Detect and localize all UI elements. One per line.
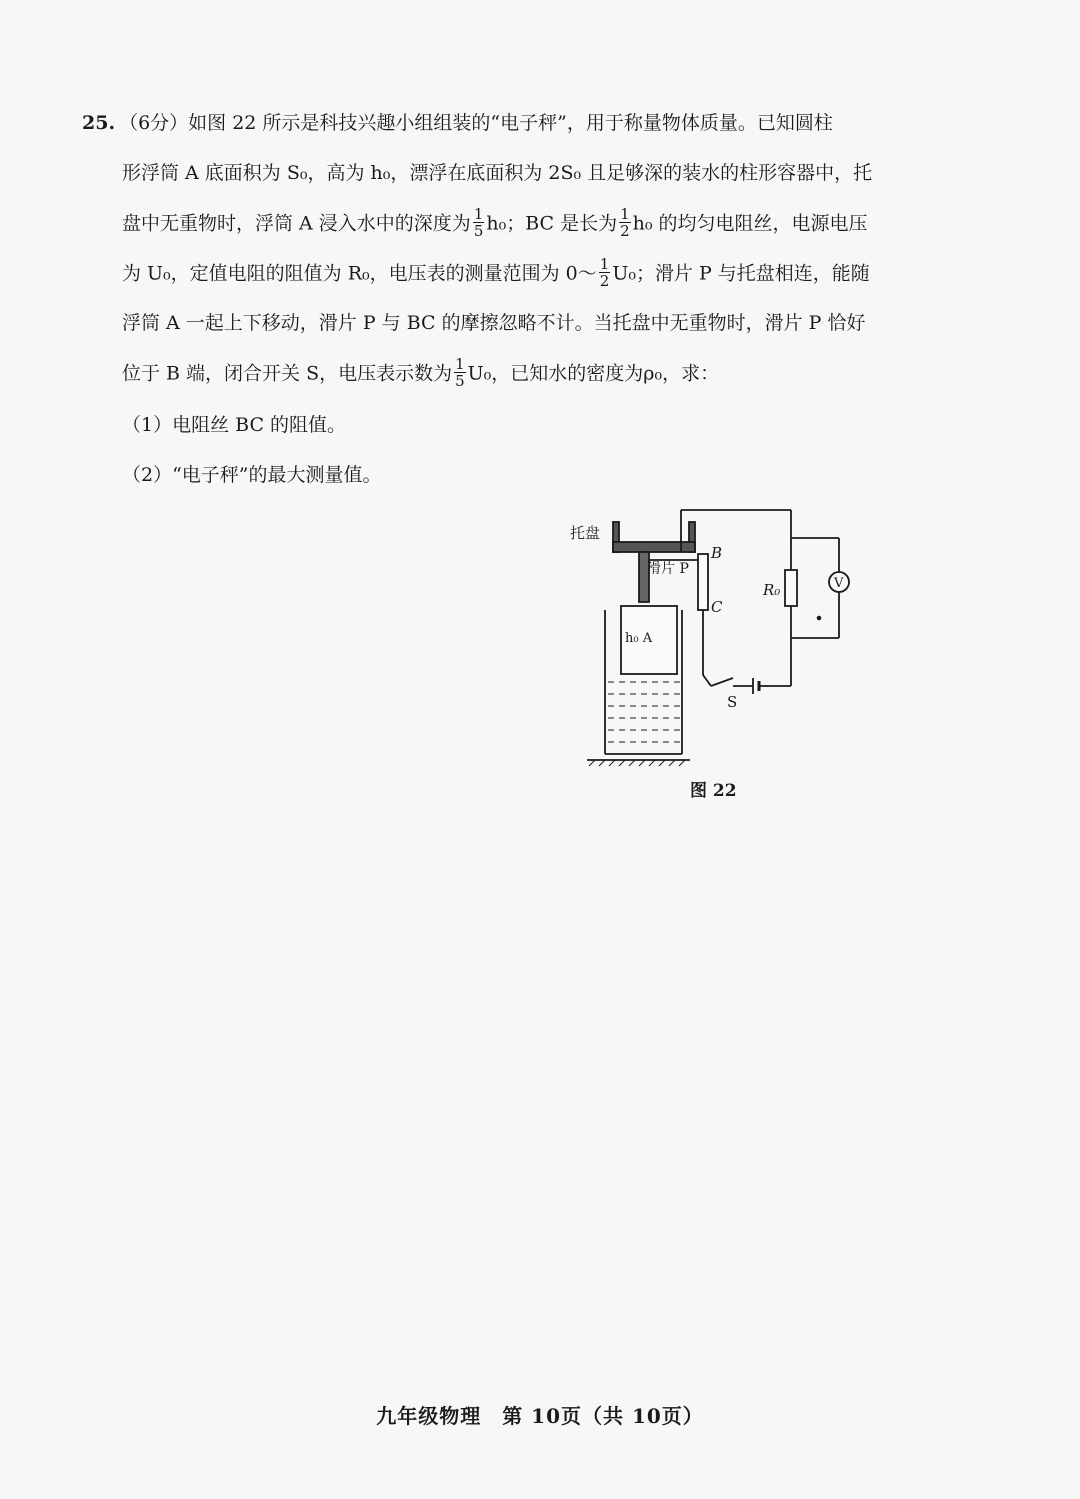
label-b: B — [711, 544, 723, 562]
ground-hatch — [589, 760, 685, 766]
problem-line-4: 为 U₀，定值电阻的阻值为 R₀，电压表的测量范围为 0～ $\frac{1}{2}$ U₀；滑片 P 与托盘相连，能随 — [122, 255, 870, 290]
problem-line-5: 浮筒 A 一起上下移动，滑片 P 与 BC 的摩擦忽略不计。当托盘中无重物时，滑片 P 恰好 — [122, 312, 866, 334]
switch-blade — [711, 678, 733, 686]
question-number: 25. — [82, 112, 116, 134]
wire-to-switch — [703, 675, 711, 686]
resistor-r0 — [785, 570, 797, 606]
dot-mark — [818, 617, 821, 620]
label-tray: 托盘 — [570, 524, 601, 542]
circuit-diagram — [565, 500, 885, 770]
problem-line-1: 25. （6分）如图 22 所示是科技兴趣小组组装的“电子秤”，用于称量物体质量。已知圆柱 — [82, 112, 833, 134]
resistor-wire-bc — [698, 554, 708, 610]
label-r0: R₀ — [763, 581, 781, 599]
tray-rod — [639, 552, 649, 602]
problem-line-2: 形浮筒 A 底面积为 S₀，高为 h₀，漂浮在底面积为 2S₀ 且足够深的装水的柱形容器中，托 — [122, 162, 873, 184]
sub-question-1: （1）电阻丝 BC 的阻值。 — [122, 414, 347, 436]
label-v: V — [834, 576, 844, 591]
tray-base — [613, 542, 695, 552]
label-h0-a: h₀ A — [625, 631, 653, 646]
circuit-figure — [565, 500, 885, 810]
fraction-one-fifth-2: $\frac{1}{5}$ — [455, 355, 465, 390]
sub-question-2: （2）“电子秤”的最大测量值。 — [122, 464, 382, 486]
problem-line-3: 盘中无重物时，浮筒 A 浸入水中的深度为 $\frac{1}{5}$ h₀；BC 是长为 $\frac{1}{2}$ h₀ 的均匀电阻丝，电源电压 — [122, 205, 868, 240]
figure-caption: 图 22 — [690, 781, 737, 801]
label-s: S — [727, 693, 738, 711]
problem-line-6: 位于 B 端，闭合开关 S，电压表示数为 $\frac{1}{5}$ U₀，已知水的密度为ρ₀，求： — [122, 355, 720, 390]
water-lines — [608, 682, 680, 742]
label-c: C — [711, 598, 723, 616]
fraction-one-half-2: $\frac{1}{2}$ — [599, 255, 610, 290]
fraction-one-half: $\frac{1}{2}$ — [620, 205, 630, 240]
label-slider: 滑片 P — [647, 561, 689, 577]
fraction-one-fifth: $\frac{1}{5}$ — [473, 205, 484, 240]
page-footer: 九年级物理 第 10页（共 10页） — [376, 1404, 704, 1428]
